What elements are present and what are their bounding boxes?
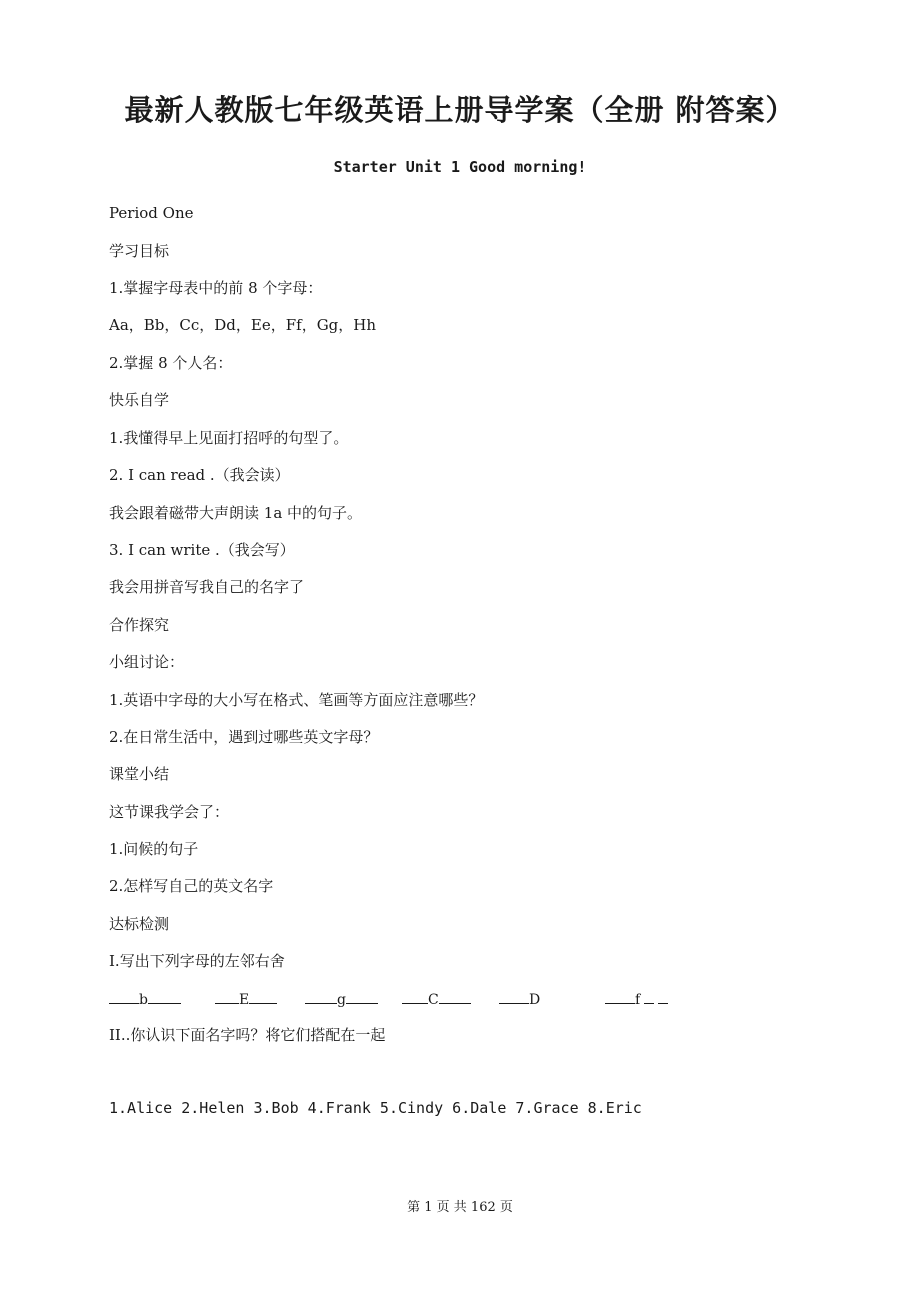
names-list: 1.Alice 2.Helen 3.Bob 4.Frank 5.Cindy 6.Dale 7.Grace 8.Eric [109, 1099, 642, 1117]
page-footer: 第 1 页 共 162 页 [407, 1200, 513, 1215]
answer-blank[interactable] [499, 988, 529, 1004]
answer-blank[interactable] [305, 988, 337, 1004]
text-line: 2.在日常生活中，遇到过哪些英文字母？ [109, 728, 379, 746]
text-line: 小组讨论： [109, 653, 185, 671]
letter-blank-item [109, 988, 181, 1008]
text-line: Period One [109, 204, 194, 222]
letter-prompt: f [635, 992, 641, 1008]
text-line: 3. I can write .（我会写） [109, 541, 295, 559]
unit-subtitle: Starter Unit 1 Good morning! [333, 158, 587, 176]
text-line: 2.掌握 8 个人名： [109, 354, 233, 372]
letter-blank-item [499, 988, 540, 1008]
exercise-heading: I.写出下列字母的左邻右舍 [109, 952, 285, 970]
text-line: 1.问候的句子 [109, 840, 199, 858]
answer-blank[interactable] [402, 988, 428, 1004]
exercise-heading: II..你认识下面名字吗？将它们搭配在一起 [109, 1026, 386, 1044]
letter-prompt: E [239, 992, 250, 1008]
section-heading: 学习目标 [109, 242, 170, 260]
letter-prompt: C [428, 992, 439, 1008]
section-heading: 达标检测 [109, 915, 170, 933]
text-line: 2. I can read .（我会读） [109, 466, 290, 484]
letter-prompt: b [139, 992, 148, 1008]
answer-blank[interactable] [605, 988, 635, 1004]
text-line: 1.掌握字母表中的前 8 个字母： [109, 279, 323, 297]
letter-prompt: g [337, 992, 346, 1008]
section-heading: 快乐自学 [109, 391, 170, 409]
letter-blank-item [305, 988, 378, 1008]
answer-blank[interactable] [658, 988, 668, 1004]
answer-blank[interactable] [439, 988, 471, 1004]
text-line: Aa，Bb，Cc，Dd，Ee，Ff，Gg，Hh [109, 316, 377, 334]
answer-blank[interactable] [346, 988, 378, 1004]
answer-blank[interactable] [215, 988, 239, 1004]
section-heading: 合作探究 [109, 616, 170, 634]
letter-neighbor-exercise [109, 988, 729, 1012]
section-heading: 课堂小结 [109, 765, 170, 783]
letter-blank-item [605, 988, 668, 1008]
text-line: 我会用拼音写我自己的名字了 [109, 578, 305, 596]
answer-blank[interactable] [148, 988, 181, 1004]
answer-blank[interactable] [644, 988, 654, 1004]
letter-blank-item [402, 988, 471, 1008]
text-line: 1.英语中字母的大小写在格式、笔画等方面应注意哪些？ [109, 691, 484, 709]
letter-blank-item [215, 988, 277, 1008]
answer-blank[interactable] [249, 988, 277, 1004]
text-line: 1.我懂得早上见面打招呼的句型了。 [109, 429, 349, 447]
text-line: 我会跟着磁带大声朗读 1a 中的句子。 [109, 504, 363, 522]
text-line: 这节课我学会了： [109, 803, 230, 821]
text-line: 2.怎样写自己的英文名字 [109, 877, 274, 895]
answer-blank[interactable] [109, 988, 139, 1004]
document-title: 最新人教版七年级英语上册导学案（全册 附答案） [124, 93, 796, 127]
letter-prompt: D [529, 992, 541, 1008]
